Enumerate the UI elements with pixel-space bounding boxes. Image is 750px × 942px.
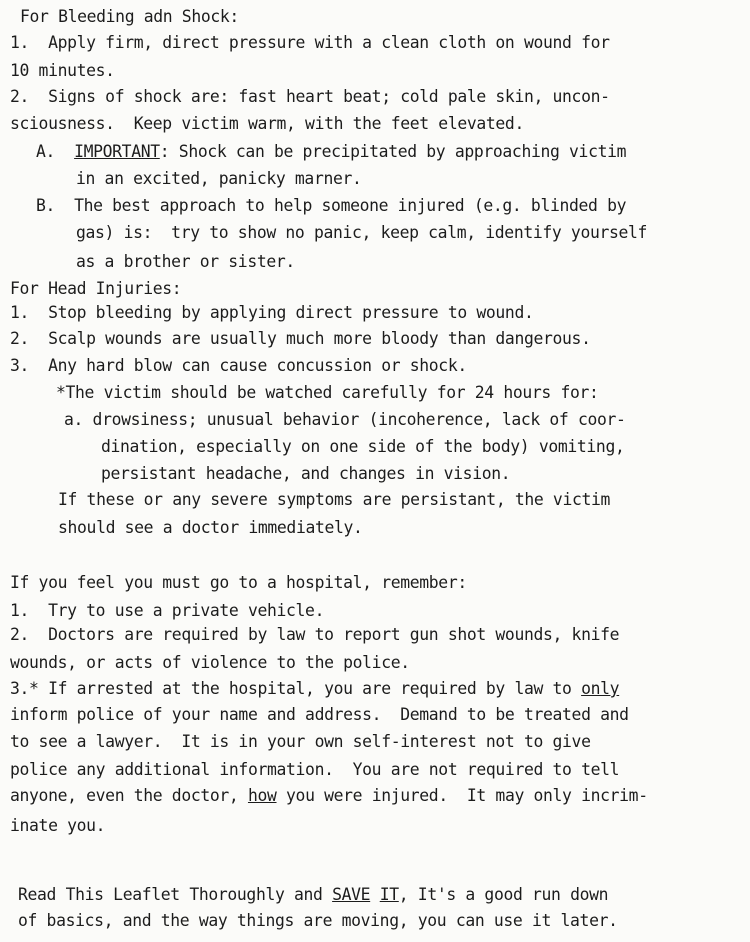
head-symptom-line-2: dination, especially on one side of the body) vomiting, bbox=[101, 437, 625, 456]
note-a-text: : Shock can be precipitated by approaching victim bbox=[159, 142, 627, 161]
bleeding-item-2-line-2: sciousness. Keep victim warm, with the feet elevated. bbox=[10, 114, 524, 133]
hospital-item-2-line-2: wounds, or acts of violence to the police. bbox=[10, 653, 410, 672]
note-b-line-2: gas) is: try to show no panic, keep calm, identify yourself bbox=[76, 223, 648, 242]
head-symptom-line-3: persistant headache, and changes in vision. bbox=[101, 464, 511, 483]
closing-save: SAVE bbox=[332, 885, 371, 904]
closing-it: IT bbox=[379, 885, 399, 904]
head-symptom-line-1: a. drowsiness; unusual behavior (incoherence, lack of coor- bbox=[64, 410, 626, 429]
head-watch-line: *The victim should be watched carefully for 24 hours for: bbox=[56, 383, 599, 402]
closing-line-1 bbox=[18, 884, 608, 906]
closing-space bbox=[370, 885, 380, 904]
hospital-item-3-line-3: to see a lawyer. It is in your own self-interest not to give bbox=[10, 732, 591, 751]
note-a-line-1 bbox=[36, 141, 626, 163]
bleeding-item-1-line-1: 1. Apply firm, direct pressure with a clean cloth on wound for bbox=[10, 33, 610, 52]
hospital-heading: If you feel you must go to a hospital, remember: bbox=[10, 573, 467, 592]
head-item-1: 1. Stop bleeding by applying direct pressure to wound. bbox=[10, 303, 534, 322]
note-b-line-3: as a brother or sister. bbox=[76, 252, 295, 271]
hospital-item-3-how: how bbox=[247, 786, 277, 805]
bleeding-item-1-line-2: 10 minutes. bbox=[10, 61, 115, 80]
hospital-item-3-line-5-pre: anyone, even the doctor, bbox=[10, 786, 248, 805]
bleeding-item-2-line-1: 2. Signs of shock are: fast heart beat; cold pale skin, uncon- bbox=[10, 87, 610, 106]
hospital-item-3-line-6: inate you. bbox=[10, 816, 106, 835]
hospital-item-3-line-2: inform police of your name and address. Demand to be treated and bbox=[10, 705, 629, 724]
hospital-item-2-line-1: 2. Doctors are required by law to report gun shot wounds, knife bbox=[10, 625, 620, 644]
hospital-item-3-line-1 bbox=[10, 678, 619, 700]
closing-line-2: of basics, and the way things are moving, you can use it later. bbox=[18, 911, 618, 930]
head-heading: For Head Injuries: bbox=[10, 279, 182, 298]
hospital-item-3-text: 3.* If arrested at the hospital, you are required by law to bbox=[10, 679, 582, 698]
note-a-line-2: in an excited, panicky marner. bbox=[76, 169, 362, 188]
hospital-item-3-line-5 bbox=[10, 785, 648, 807]
bleeding-heading: For Bleeding adn Shock: bbox=[20, 7, 239, 26]
hospital-item-3-line-5-post: you were injured. It may only incrim- bbox=[276, 786, 648, 805]
head-item-3: 3. Any hard blow can cause concussion or shock. bbox=[10, 356, 467, 375]
head-doctor-line-1: If these or any severe symptoms are persistant, the victim bbox=[58, 490, 611, 509]
head-doctor-line-2: should see a doctor immediately. bbox=[58, 518, 363, 537]
note-b-line-1: B. The best approach to help someone injured (e.g. blinded by bbox=[36, 196, 627, 215]
hospital-item-3-only: only bbox=[581, 679, 620, 698]
note-a-marker: A. bbox=[36, 142, 56, 161]
closing-line-1-post: , It's a good run down bbox=[398, 885, 609, 904]
hospital-item-3-line-4: police any additional information. You are not required to tell bbox=[10, 760, 620, 779]
note-a-important-label: IMPORTANT bbox=[74, 142, 160, 161]
hospital-item-1: 1. Try to use a private vehicle. bbox=[10, 601, 325, 620]
closing-line-1-pre: Read This Leaflet Thoroughly and bbox=[18, 885, 333, 904]
head-item-2: 2. Scalp wounds are usually much more bloody than dangerous. bbox=[10, 329, 591, 348]
